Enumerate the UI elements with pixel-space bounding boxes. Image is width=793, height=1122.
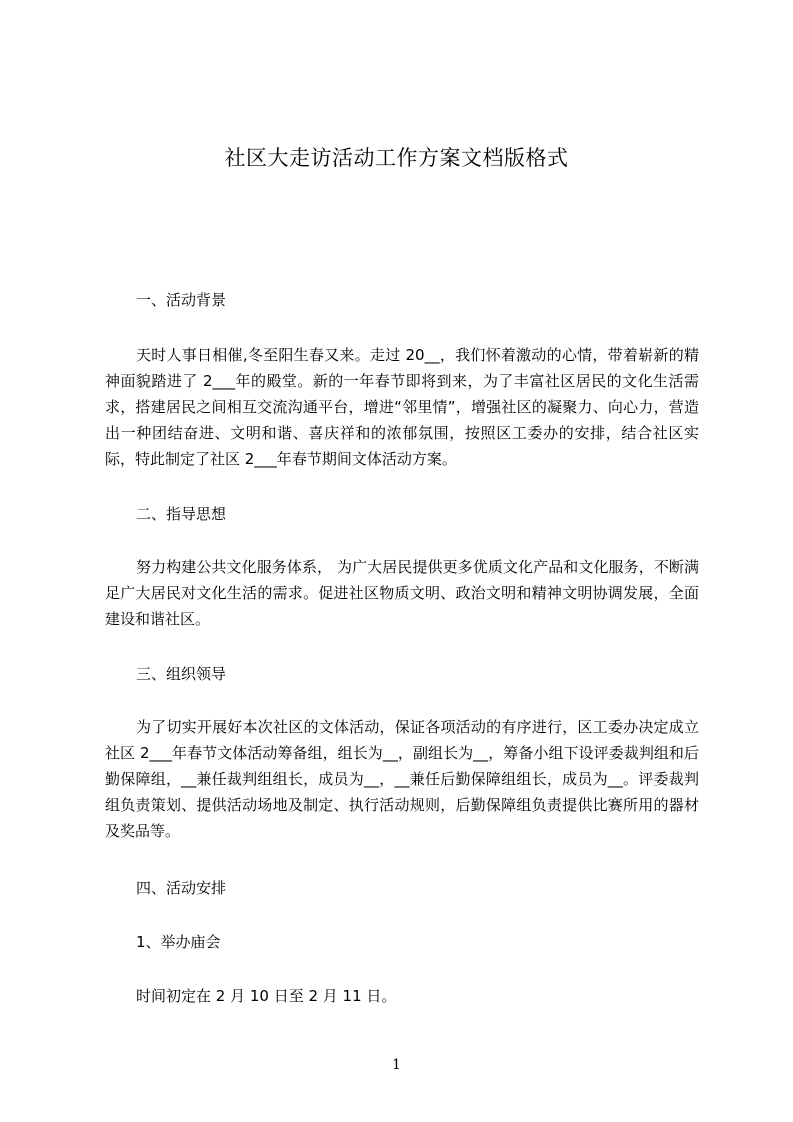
document-title: 社区大走访活动工作方案文档版格式 bbox=[224, 146, 569, 170]
page-number: 1 bbox=[392, 1057, 401, 1073]
time-line: 时间初定在 2 月 10 日至 2 月 11 日。 bbox=[136, 987, 397, 1005]
section-heading-background: 一、活动背景 bbox=[136, 291, 227, 309]
subheading-temple-fair: 1、举办庙会 bbox=[136, 933, 221, 951]
section-heading-guiding-ideology: 二、指导思想 bbox=[136, 505, 227, 523]
section-heading-organization: 三、组织领导 bbox=[136, 665, 227, 683]
section-heading-arrangement: 四、活动安排 bbox=[136, 879, 227, 897]
section-paragraph-organization: 为了切实开展好本次社区的文体活动，保证各项活动的有序进行，区工委办决定成立社区 2___年春节文体活动筹备组，组长为__，副组长为__，筹备小组下设评委裁判组和后勤保障组，__兼任裁判组组长，成员为__，__兼任后勤保障组组长，成员为__。评委裁判组负责策划、提供活动场地及制定、执行活动规则，后勤保障组负责提供比赛所用的器材及奖品等。 bbox=[105, 718, 699, 840]
section-paragraph-background: 天时人事日相催,冬至阳生春又来。走过 20__，我们怀着激动的心情，带着崭新的精神面貌踏进了 2___年的殿堂。新的一年春节即将到来，为了丰富社区居民的文化生活需求，搭建居民之间相互交流沟通平台，增进“邻里情”，增强社区的凝聚力、向心力，营造出一种团结奋进、文明和谐、喜庆祥和的浓郁氛围，按照区工委办的安排，结合社区实际，特此制定了社区 2___年春节期间文体活动方案。 bbox=[105, 346, 699, 468]
section-paragraph-guiding-ideology: 努力构建公共文化服务体系， 为广大居民提供更多优质文化产品和文化服务，不断满足广大居民对文化生活的需求。促进社区物质文明、政治文明和精神文明协调发展，全面建设和谐社区。 bbox=[105, 558, 699, 628]
